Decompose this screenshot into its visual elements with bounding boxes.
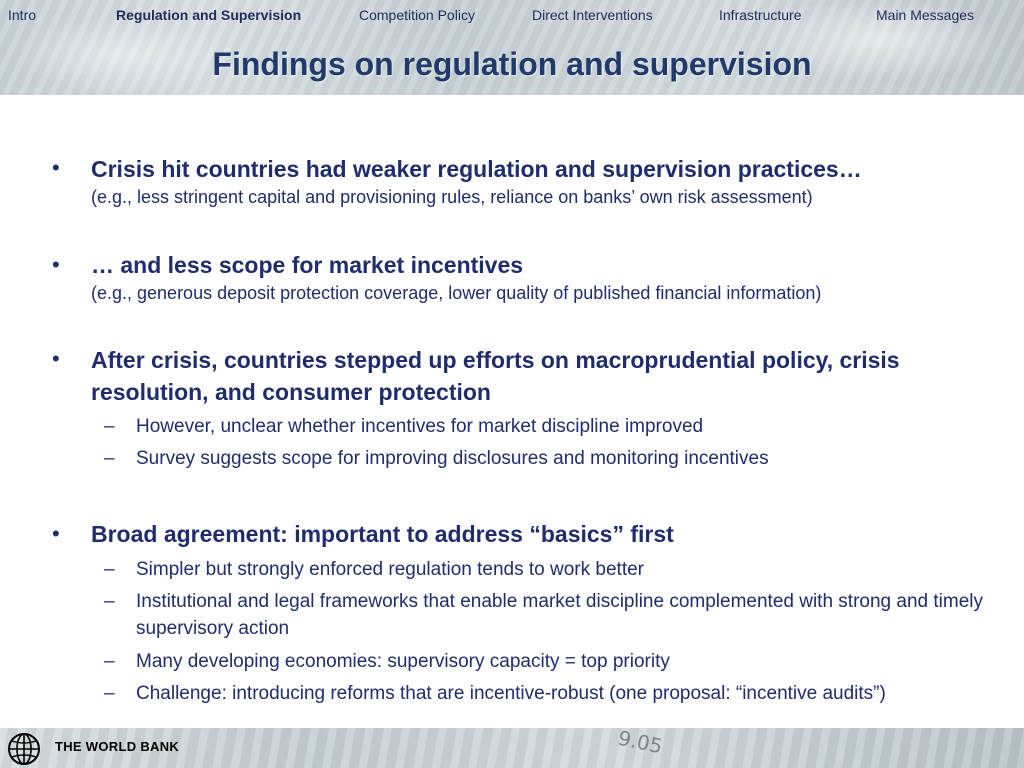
bullet-sub-text: (e.g., less stringent capital and provisioning rules, reliance on banks’ own risk assessment) (91, 187, 813, 207)
dash-glyph: – (104, 416, 115, 437)
sub-bullet-text: Many developing economies: supervisory capacity = top priority (136, 651, 670, 672)
sub-bullet-text: Survey suggests scope for improving disclosures and monitoring incentives (136, 448, 769, 469)
sub-bullet-text: Simpler but strongly enforced regulation tends to work better (136, 559, 644, 580)
bullet-glyph: • (52, 252, 60, 277)
section-nav (0, 7, 1024, 27)
nav-item-competition-policy[interactable]: Competition Policy (359, 7, 475, 23)
bullet-main-text: After crisis, countries stepped up efforts on macroprudential policy, crisis resolution, and consumer protection (91, 347, 900, 405)
dash-glyph: – (104, 591, 115, 612)
sub-bullet-text: Challenge: introducing reforms that are incentive-robust (one proposal: “incentive audits”) (136, 683, 886, 704)
bullet-text (91, 249, 971, 305)
nav-item-infrastructure[interactable]: Infrastructure (719, 7, 802, 23)
nav-item-intro[interactable]: Intro (8, 7, 37, 23)
nav-item-main-messages[interactable]: Main Messages (876, 7, 975, 23)
header-band (0, 0, 1024, 95)
slide-content (0, 95, 1024, 728)
bullet-text (91, 344, 921, 408)
nav-item-regulation-supervision[interactable]: Regulation and Supervision (116, 7, 302, 23)
background-banknote-text: 9.05 (615, 725, 665, 759)
bullet-main-text: Crisis hit countries had weaker regulation and supervision practices… (91, 156, 862, 182)
footer-band (0, 725, 1024, 768)
dash-glyph: – (104, 448, 115, 469)
dash-glyph: – (104, 651, 115, 672)
bullet-main-text: … and less scope for market incentives (91, 252, 524, 278)
bullet-text (91, 518, 971, 550)
bullet-glyph: • (52, 346, 60, 371)
dash-glyph: – (104, 683, 115, 704)
globe-icon (4, 732, 44, 766)
logo-text: THE WORLD BANK (55, 739, 180, 754)
bullet-glyph: • (52, 155, 60, 180)
dash-glyph: – (104, 559, 115, 580)
bullet-sub-text: (e.g., generous deposit protection coverage, lower quality of published financial information) (91, 283, 822, 303)
bullet-text (91, 153, 971, 209)
world-bank-logo (0, 728, 200, 768)
bullet-main-text: Broad agreement: important to address “basics” first (91, 521, 674, 547)
sub-bullet-text: However, unclear whether incentives for market discipline improved (136, 416, 704, 437)
nav-item-direct-interventions[interactable]: Direct Interventions (532, 7, 653, 23)
bullet-glyph: • (52, 521, 60, 546)
slide-title: Findings on regulation and supervision (212, 46, 812, 82)
sub-bullet-text: Institutional and legal frameworks that enable market discipline complemented with strong and timely supervisory action (136, 591, 983, 639)
